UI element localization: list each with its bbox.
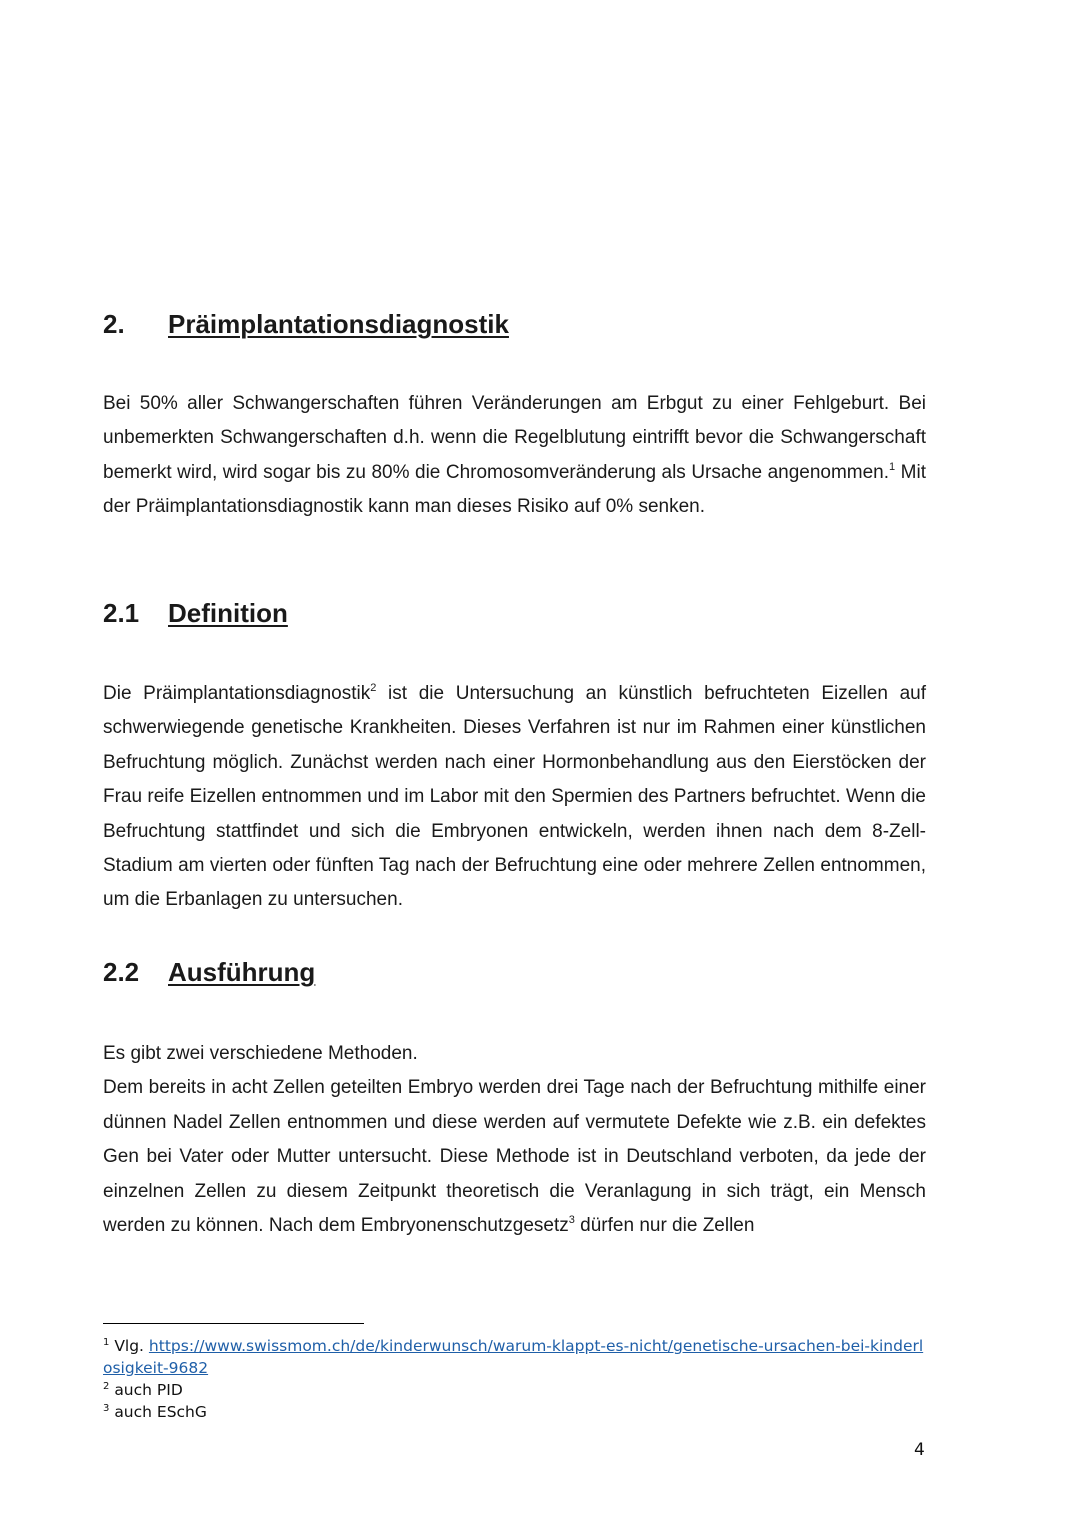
- footnote-text: auch PID: [114, 1381, 183, 1399]
- section-number: 2.2: [103, 957, 140, 987]
- footnote-2: [103, 1379, 926, 1401]
- paragraph-ausfuehrung: [103, 1037, 926, 1243]
- paragraph-text-tail: dürfen nur die Zellen: [574, 1215, 755, 1237]
- paragraph-text: Bei 50% aller Schwangerschaften führen Veränderungen am Erbgut zu einer Fehlgeburt. Bei unbemerkten Schwangerschaften d.h. wenn die Regelblutung eintrifft bevor die Schwangerschaft bemerkt wird, wird sogar bis zu 80% die Chromosomveränderung als Ursache angenommen.: [103, 393, 926, 483]
- paragraph-text-start: Die Präimplantationsdiagnostik: [103, 683, 371, 704]
- paragraph-body: [103, 1071, 926, 1243]
- section-heading-2-2: [103, 957, 315, 988]
- section-number: 2.: [103, 309, 125, 339]
- footnote-mark: 1: [103, 1337, 110, 1348]
- footnote-separator: [103, 1323, 364, 1324]
- paragraph-text-rest: ist die Untersuchung an künstlich befruchteten Eizellen auf schwerwiegende genetische Krankheiten. Dieses Verfahren ist nur im Rahmen einer künstlichen Befruchtung möglich. Zunächst werden nach einer Hormonbehandlung aus den Eierstöcken der Frau reife Eizellen entnommen und im Labor mit den Spermien des Partners befruchtet. Wenn die Befruchtung stattfindet und sich die Embryonen entwickeln, werden ihnen nach dem 8-Zell-Stadium am vierten oder fünften Tag nach der Befruchtung eine oder mehrere Zellen entnommen, um die Erbanlagen zu untersuchen.: [103, 683, 926, 911]
- footnote-ref-2[interactable]: 2: [370, 682, 377, 694]
- page-number: 4: [914, 1440, 925, 1460]
- footnote-ref-3[interactable]: 3: [568, 1214, 575, 1227]
- footnote-1: [103, 1335, 926, 1379]
- section-number: 2.1: [103, 598, 140, 628]
- section-title: Ausführung: [168, 957, 316, 987]
- footnote-text: auch ESchG: [114, 1403, 207, 1421]
- footnote-mark: 2: [103, 1381, 110, 1392]
- section-heading-2-1: [103, 598, 288, 629]
- section-title: Präimplantationsdiagnostik: [168, 309, 509, 339]
- footnote-prefix: Vlg.: [114, 1337, 149, 1355]
- paragraph-definition: [103, 677, 926, 918]
- section-title: Definition: [168, 598, 288, 628]
- footnotes: [103, 1335, 926, 1423]
- footnote-3: [103, 1401, 926, 1423]
- footnote-mark: 3: [103, 1403, 110, 1414]
- section-heading-2: [103, 309, 509, 340]
- paragraph-intro: [103, 387, 926, 525]
- paragraph-text-start: Dem bereits in acht Zellen geteilten Embryo werden drei Tage nach der Befruchtung mithilfe einer dünnen Nadel Zellen entnommen und diese werden auf vermutete Defekte wie z.B. ein defektes Gen bei Vater oder Mutter untersucht. Diese Methode ist in Deutschland verboten, da jede der einzelnen Zellen zu diesem Zeitpunkt theoretisch die Veranlagung in sich trägt, ein Mensch werden zu können. Nach dem Embryonenschutzgesetz: [103, 1077, 926, 1237]
- paragraph-line-methods: Es gibt zwei verschiedene Methoden.: [103, 1043, 418, 1064]
- footnote-ref-1[interactable]: 1: [889, 460, 896, 473]
- footnote-link[interactable]: https://www.swissmom.ch/de/kinderwunsch/warum-klappt-es-nicht/genetische-ursachen-bei-kinderlosigkeit-9682: [103, 1337, 924, 1377]
- paragraph-text-tail: Mit der Präimplantationsdiagnostik kann man dieses Risiko auf 0% senken.: [103, 461, 927, 518]
